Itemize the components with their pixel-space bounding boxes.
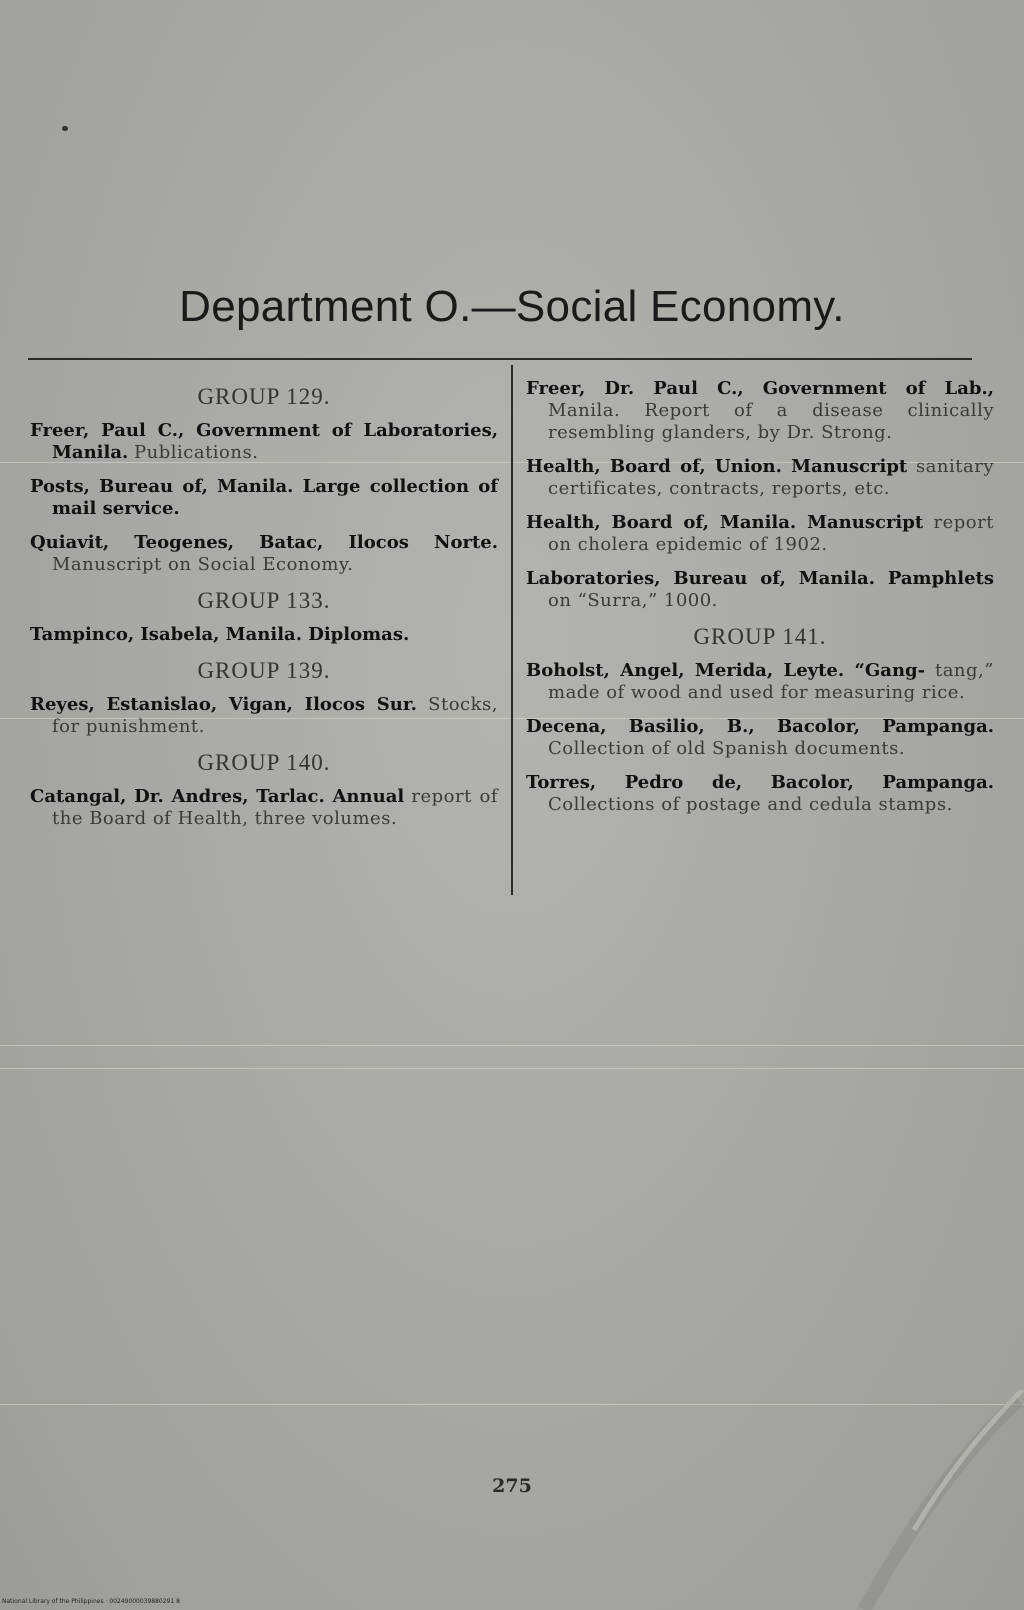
page-number: 275: [492, 1475, 532, 1497]
list-item: [30, 420, 498, 464]
exhibitor-name: Laboratories, Bureau of, Manila. Pamphlets: [526, 568, 994, 589]
group-section-continued: [526, 378, 994, 612]
exhibit-description: Stocks, for punishment.: [52, 694, 498, 737]
exhibit-description: report on cholera epidemic of 1902.: [548, 512, 994, 555]
ink-smudge: [62, 126, 68, 131]
scan-artifact-line: [0, 1045, 1024, 1046]
exhibit-description: on “Surra,” 1000.: [548, 590, 718, 611]
footer-note: National Library of the Philippines · 00249000039880291 8: [2, 1598, 180, 1605]
exhibit-description: Manila. Report of a disease clinically resembling glanders, by Dr. Strong.: [548, 400, 994, 443]
page-title: Department O.—Social Economy.: [179, 282, 845, 331]
exhibit-description: Publications.: [134, 442, 259, 463]
exhibit-description: Manuscript on Social Economy.: [52, 554, 354, 575]
exhibitor-name: Freer, Dr. Paul C., Government of Lab.,: [526, 378, 994, 399]
exhibitor-name: Posts, Bureau of, Manila. Large collection of mail service.: [30, 476, 498, 519]
exhibitor-name: Health, Board of, Union. Manuscript: [526, 456, 908, 477]
list-item: [30, 532, 498, 576]
exhibitor-name: Reyes, Estanislao, Vigan, Ilocos Sur.: [30, 694, 417, 715]
list-item: [526, 456, 994, 500]
right-column: [526, 378, 994, 828]
exhibitor-name: Quiavit, Teogenes, Batac, Ilocos Norte.: [30, 532, 498, 553]
list-item: [526, 772, 994, 816]
exhibitor-name: Boholst, Angel, Merida, Leyte. “Gang-: [526, 660, 926, 681]
group-heading: GROUP 140.: [197, 750, 331, 775]
exhibitor-name: Catangal, Dr. Andres, Tarlac. Annual: [30, 786, 405, 807]
exhibit-description: report of the Board of Health, three volumes.: [52, 786, 498, 829]
exhibitor-name: Freer, Paul C., Government of Laboratories, Manila.: [30, 420, 498, 463]
list-item: [30, 786, 498, 830]
list-item: [526, 660, 994, 704]
title-rule: [28, 358, 972, 360]
group-section: [30, 750, 498, 830]
exhibitor-name: Torres, Pedro de, Bacolor, Pampanga.: [526, 772, 994, 793]
exhibitor-name: Decena, Basilio, B., Bacolor, Pampanga.: [526, 716, 994, 737]
exhibitor-name: Tampinco, Isabela, Manila. Diplomas.: [30, 624, 410, 645]
exhibit-description: Collection of old Spanish documents.: [548, 738, 906, 759]
scan-artifact-line: [0, 1068, 1024, 1069]
list-item: [526, 568, 994, 612]
exhibit-description: tang,” made of wood and used for measuring rice.: [548, 660, 994, 703]
group-heading: GROUP 141.: [693, 624, 827, 649]
exhibit-description: Collections of postage and cedula stamps.: [548, 794, 953, 815]
exhibitor-name: Health, Board of, Manila. Manuscript: [526, 512, 924, 533]
list-item: [526, 716, 994, 760]
list-item: [526, 378, 994, 444]
group-section: [30, 588, 498, 646]
group-heading: GROUP 133.: [197, 588, 331, 613]
list-item: [30, 476, 498, 520]
column-divider: [511, 365, 513, 895]
group-section: [30, 384, 498, 576]
group-section: [526, 624, 994, 816]
list-item: [30, 624, 498, 646]
list-item: [526, 512, 994, 556]
group-section: [30, 658, 498, 738]
left-column: [30, 372, 498, 842]
list-item: [30, 694, 498, 738]
page-curl-shadow: [794, 1390, 1024, 1610]
group-heading: GROUP 139.: [197, 658, 331, 683]
group-heading: GROUP 129.: [197, 384, 331, 409]
exhibit-description: sanitary certificates, contracts, reports, etc.: [548, 456, 994, 499]
